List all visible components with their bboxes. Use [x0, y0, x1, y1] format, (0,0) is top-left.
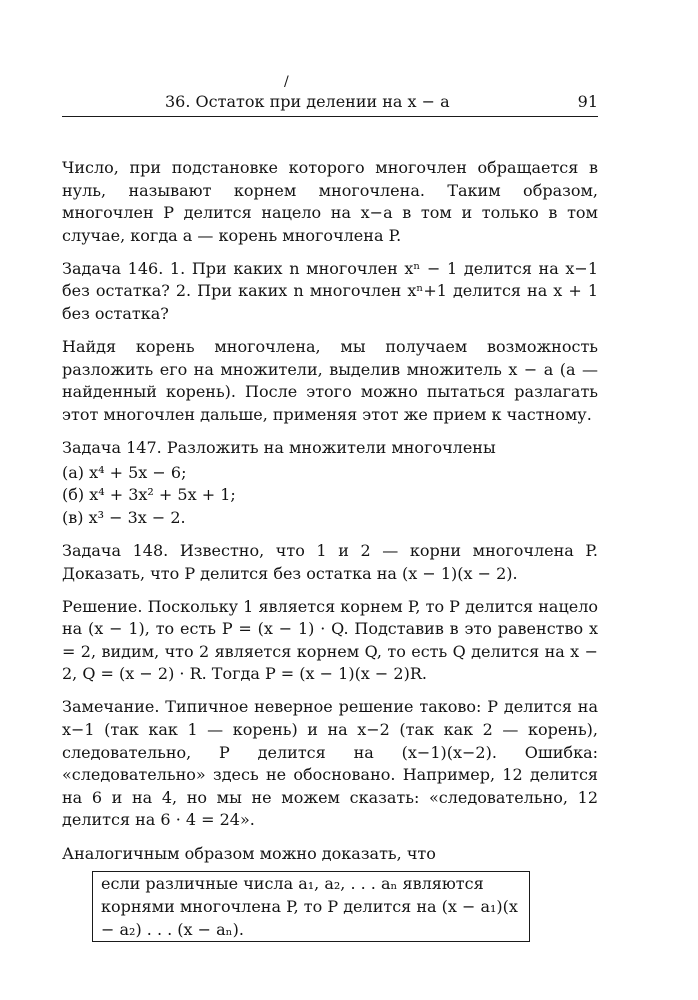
paragraph-root-definition: Число, при подстановке которого многочлен обращается в нуль, называют корнем многочлена. Таким образом, многочлен P делится нацело на x−a в том и только в том случае, когда a — корень многочлена P.	[62, 158, 598, 245]
running-header	[62, 92, 598, 117]
paragraph-factorization: Найдя корень многочлена, мы получаем возможность разложить его на множители, выделив множитель x − a (a — найденный корень). После этого можно пытаться разлагать этот многочлен дальше, применяя этот же прием к частному.	[62, 337, 598, 424]
problem-148: Задача 148. Известно, что 1 и 2 — корни многочлена P. Доказать, что P делится без остатка на (x − 1)(x − 2).	[62, 540, 598, 583]
list-item: (а) x⁴ + 5x − 6;	[62, 462, 187, 482]
solution-148: Решение. Поскольку 1 является корнем P, то P делится нацело на (x − 1), то есть P = (x − 1) · Q. Подставив в это равенство x = 2, видим, что 2 является корнем Q, то есть Q делится на x − 2, Q = (x − 2) · R. Тогда P = (x − 1)(x − 2)R.	[62, 596, 598, 684]
paragraph-analogous: Аналогичным образом можно доказать, что	[62, 843, 436, 863]
list-item: (в) x³ − 3x − 2.	[62, 507, 186, 527]
page-body	[62, 157, 598, 942]
problem-147-list	[62, 462, 598, 530]
page-number: 91	[577, 92, 598, 111]
remark: Замечание. Типичное неверное решение таково: P делится на x−1 (так как 1 — корень) и на x−2 (так как 2 — корень), следовательно, P делится на (x−1)(x−2). Ошибка: «следовательно» здесь не обосновано. Например, 12 делится на 6 и на 4, но мы не можем сказать: «следовательно, 12 делится на 6 · 4 = 24».	[62, 697, 598, 830]
section-title: 36. Остаток при делении на x − a	[165, 92, 450, 111]
list-item: (б) x⁴ + 3x² + 5x + 1;	[62, 485, 236, 505]
problem-146: Задача 146. 1. При каких n многочлен xⁿ − 1 делится на x−1 без остатка? 2. При каких n многочлен xⁿ+1 делится на x + 1 без остатка?	[62, 258, 598, 324]
problem-147: Задача 147. Разложить на множители многочлены	[62, 438, 496, 458]
stray-mark: /	[284, 74, 289, 90]
theorem-box: если различные числа a₁, a₂, . . . aₙ являются корнями многочлена P, то P делится на (x − a₁)(x − a₂) . . . (x − aₙ).	[92, 871, 530, 942]
